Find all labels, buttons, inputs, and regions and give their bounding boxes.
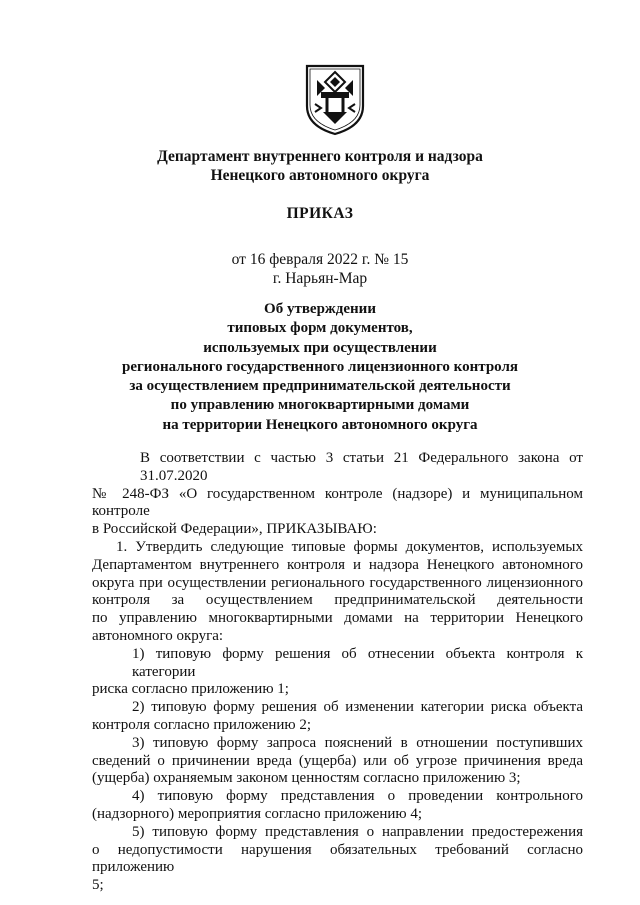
body-line: автономного округа: bbox=[92, 627, 224, 644]
coat-of-arms-emblem bbox=[303, 62, 367, 136]
body-line: № 248-ФЗ «О государственном контроле (надзоре) и муниципальном контроле bbox=[92, 485, 583, 520]
order-date-number: от 16 февраля 2022 г. № 15 bbox=[231, 251, 409, 268]
order-body bbox=[92, 450, 583, 895]
body-line: (ущерба) охраняемым законом ценностям согласно приложению 3; bbox=[92, 770, 521, 787]
subject-line: по управлению многоквартирными домами bbox=[170, 397, 470, 414]
subitem-4-paragraph bbox=[92, 788, 583, 824]
body-line: 5) типовую форму представления о направлении предостережения bbox=[132, 823, 583, 840]
subject-line: регионального государственного лицензионного контроля bbox=[121, 358, 518, 375]
subject-line: Об утверждении bbox=[264, 301, 376, 317]
subitem-2-paragraph bbox=[92, 699, 583, 735]
subject-line: используемых при осуществлении bbox=[203, 339, 437, 356]
body-line: контроля за осуществлением предпринимательской деятельности bbox=[92, 592, 583, 609]
subject-line: на территории Ненецкого автономного округа bbox=[162, 416, 478, 433]
body-line: 3) типовую форму запроса пояснений в отношении поступивших bbox=[132, 734, 583, 751]
preamble-paragraph bbox=[92, 450, 583, 539]
order-date-block bbox=[0, 250, 640, 288]
body-line: 2) типовую форму решения об изменении категории риска объекта bbox=[132, 699, 583, 716]
subitem-3-paragraph bbox=[92, 735, 583, 788]
body-line: Департаментом внутреннего контроля и надзора Ненецкого автономного bbox=[92, 556, 583, 573]
body-line: контроля согласно приложению 2; bbox=[92, 716, 312, 733]
subject-line: типовых форм документов, bbox=[227, 320, 413, 337]
subject-line: за осуществлением предпринимательской деятельности bbox=[129, 378, 511, 395]
body-line: сведений о причинении вреда (ущерба) или об угрозе причинения вреда bbox=[92, 752, 583, 769]
order-place: г. Нарьян-Мар bbox=[272, 270, 368, 287]
subitem-5-paragraph bbox=[92, 824, 583, 895]
subitem-1-paragraph bbox=[92, 646, 583, 699]
body-line: 1. Утвердить следующие типовые формы документов, используемых bbox=[116, 538, 583, 555]
department-line-2: Ненецкого автономного округа bbox=[210, 167, 430, 184]
order-subject bbox=[0, 300, 640, 435]
body-line: (надзорного) мероприятия согласно приложению 4; bbox=[92, 805, 423, 822]
department-line-1: Департамент внутреннего контроля и надзора bbox=[157, 148, 483, 165]
body-line: округа при осуществлении регионального государственного лицензионного bbox=[92, 574, 583, 591]
body-line: 4) типовую форму представления о проведении контрольного bbox=[132, 788, 583, 805]
body-line: В соответствии с частью 3 статьи 21 Федерального закона от 31.07.2020 bbox=[140, 450, 583, 484]
body-line: риска согласно приложению 1; bbox=[92, 681, 289, 698]
document-type-title: ПРИКАЗ bbox=[286, 205, 354, 222]
department-name bbox=[0, 147, 640, 185]
body-line: по управлению многоквартирными домами на территории Ненецкого bbox=[92, 610, 583, 627]
body-line: 5; bbox=[92, 877, 104, 894]
body-line: 1) типовую форму решения об отнесении объекта контроля к категории bbox=[132, 645, 583, 680]
body-line: о недопустимости нарушения обязательных требований согласно приложению bbox=[92, 841, 583, 876]
body-line: в Российской Федерации», ПРИКАЗЫВАЮ: bbox=[92, 521, 377, 538]
item-1-paragraph bbox=[92, 539, 583, 646]
